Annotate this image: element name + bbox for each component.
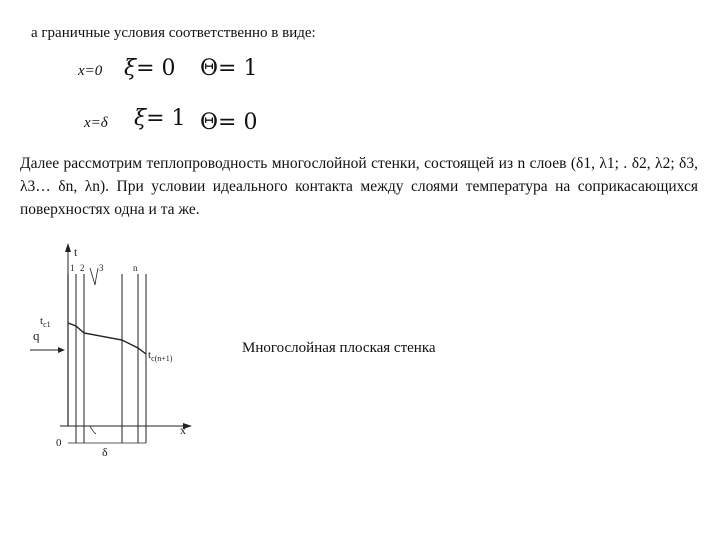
x-axis-label: x bbox=[180, 423, 186, 437]
theta-equation-x0 bbox=[200, 56, 257, 81]
theta-value: = 1 bbox=[218, 56, 258, 81]
t-axis-label: t bbox=[74, 245, 78, 259]
origin-label: 0 bbox=[56, 437, 62, 449]
heat-flux-label: q bbox=[33, 328, 40, 343]
thickness-label: δ bbox=[102, 445, 108, 459]
xi-symbol: ξ bbox=[124, 56, 137, 81]
layer-label: 2 bbox=[80, 263, 85, 273]
xi-equation-x0 bbox=[124, 56, 176, 81]
temp-left-symbol: t bbox=[40, 315, 44, 327]
temp-right-subscript: c(n+1) bbox=[151, 354, 173, 363]
theta-symbol: Θ bbox=[200, 56, 219, 81]
xi-symbol: ξ bbox=[134, 106, 147, 131]
layer-pointer bbox=[90, 268, 95, 285]
layer-label: 3 bbox=[99, 263, 104, 273]
xi-value: = 1 bbox=[146, 106, 186, 131]
theta-value: = 0 bbox=[218, 110, 258, 135]
xi-value: = 0 bbox=[136, 56, 176, 81]
body-paragraph: Далее рассмотрим теплопроводность многослойной стенки, состоящей из n слоев (δ1, λ1; . δ2, λ2; δ3, λ3… δn, λn). При условии идеального контакта между слоями температура на соприкасающихся поверхностях одна и та же. bbox=[20, 155, 698, 218]
condition-label-x0: x=0 bbox=[78, 63, 103, 79]
theta-symbol: Θ bbox=[200, 110, 219, 135]
multilayer-wall-diagram bbox=[20, 238, 220, 468]
temp-left-label bbox=[40, 315, 51, 329]
heat-flux-arrowhead bbox=[58, 347, 65, 353]
temp-left-subscript: c1 bbox=[43, 320, 51, 329]
figure-caption: Многослойная плоская стенка bbox=[242, 340, 436, 356]
intro-text: а граничные условия соответственно в виде: bbox=[31, 25, 316, 41]
layer-label: 1 bbox=[70, 263, 75, 273]
layer-pointer bbox=[95, 268, 98, 285]
temperature-profile bbox=[68, 323, 146, 354]
xi-equation-xdelta bbox=[134, 106, 186, 131]
theta-equation-xdelta bbox=[200, 110, 257, 135]
temp-right-label bbox=[148, 349, 173, 363]
temp-right-symbol: t bbox=[148, 349, 152, 361]
thickness-mark bbox=[90, 426, 96, 434]
layer-label: n bbox=[133, 263, 138, 273]
t-axis-arrow bbox=[65, 243, 71, 252]
condition-label-xdelta: x=δ bbox=[84, 115, 108, 131]
